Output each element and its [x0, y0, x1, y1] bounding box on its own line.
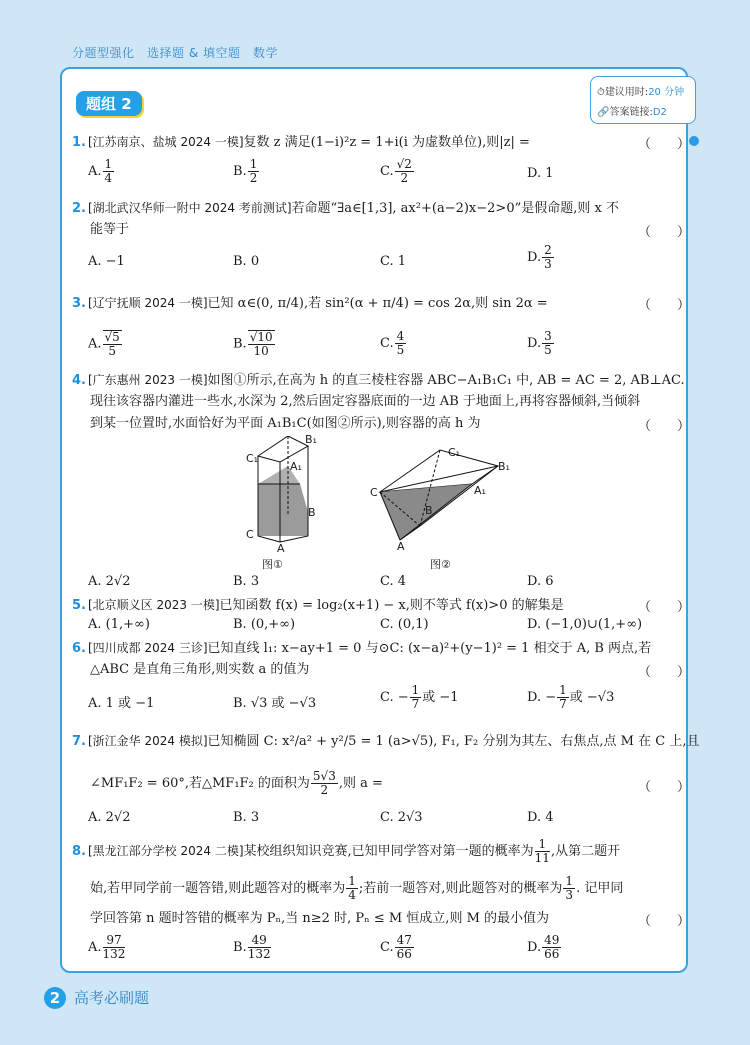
link-label: 答案链接: [609, 107, 653, 118]
option-b[interactable]: B. $\frac{49}{132}$ [233, 933, 271, 961]
question-7: 7. [浙江金华 2024 模拟]已知椭圆 C: x²/a² + y²/5 = 1 (a>√5), F₁, F₂ 分别为其左、右焦点,点 M 在 C 上,且 [72, 734, 700, 749]
prism-figures [240, 436, 530, 556]
option-a[interactable]: A. $\frac{1}{4}$ [88, 157, 113, 185]
label-a-fig2: A [397, 540, 405, 553]
label-a1-fig2: A₁ [474, 484, 486, 497]
question-7-line2: ∠MF₁F₂ = 60°,若△MF₁F₂ 的面积为 $\frac{5√3}{2}$ ,则 a = [90, 769, 383, 797]
option-c[interactable]: C. $\frac{4}{5}$ [380, 329, 405, 357]
option-d[interactable]: D. 6 [527, 574, 554, 589]
time-value: 20 分钟 [648, 87, 685, 98]
question-6: 6. [四川成都 2024 三诊]已知直线 l₁: x−ay+1 = 0 与⊙C: (x−a)²+(y−1)² = 1 相交于 A, B 两点,若 [72, 641, 652, 656]
answer-paren: （ ） [638, 665, 691, 680]
info-box [590, 76, 696, 124]
label-c-fig2: C [370, 486, 378, 499]
answer-paren: （ ） [638, 419, 691, 434]
option-d[interactable]: D. − $\frac{1}{7}$ 或 −√3 [527, 683, 615, 711]
option-c[interactable]: C. 4 [380, 574, 407, 589]
label-b: B [308, 506, 316, 519]
figure-2-caption: 图② [430, 558, 451, 571]
option-d[interactable]: D. $\frac{3}{5}$ [527, 329, 552, 357]
question-6-line2: △ABC 是直角三角形,则实数 a 的值为 [90, 662, 310, 677]
label-c: C [246, 528, 254, 541]
option-a[interactable]: A. $\frac{√5}{5}$ [88, 330, 120, 358]
label-a: A [277, 542, 285, 555]
option-a[interactable]: A. $\frac{97}{132}$ [88, 933, 126, 961]
option-b[interactable]: B. 3 [233, 810, 260, 825]
link-value: D2 [652, 107, 667, 118]
link-icon: 🔗 [597, 107, 610, 118]
answer-paren: （ ） [638, 914, 691, 929]
option-c[interactable]: C. $\frac{47}{66}$ [380, 933, 412, 961]
footer-title: 高考必刷题 [74, 989, 150, 1007]
tab-dot [689, 136, 699, 146]
option-b[interactable]: B. $\frac{1}{2}$ [233, 157, 258, 185]
question-1: 1. [江苏南京、盐城 2024 一模]复数 z 满足(1−i)²z = 1+i(i 为虚数单位),则|z| = [72, 135, 530, 150]
question-4: 4. [广东惠州 2023 一模]如图①所示,在高为 h 的直三棱柱容器 ABC−A₁B₁C₁ 中, AB = AC = 2, AB⊥AC. [72, 373, 685, 388]
option-b[interactable]: B. √3 或 −√3 [233, 696, 317, 711]
answer-paren: （ ） [638, 298, 691, 313]
clock-icon: ⏱ [597, 87, 605, 98]
option-d[interactable]: D. $\frac{2}{3}$ [527, 243, 552, 271]
time-label: 建议用时: [604, 87, 649, 98]
figure-1-caption: 图① [262, 558, 283, 571]
label-a1: A₁ [290, 460, 302, 473]
option-d[interactable]: D. 1 [527, 166, 554, 181]
option-b[interactable]: B. 0 [233, 254, 260, 269]
option-a[interactable]: A. (1,+∞) [88, 617, 150, 632]
option-c[interactable]: C. $\frac{√2}{2}$ [380, 157, 412, 185]
option-d[interactable]: D. (−1,0)∪(1,+∞) [527, 617, 643, 632]
option-b[interactable]: B. $\frac{√10}{10}$ [233, 330, 273, 358]
footer [44, 987, 149, 1009]
figure-1-prism [258, 436, 308, 542]
option-b[interactable]: B. 3 [233, 574, 260, 589]
option-c[interactable]: C. 1 [380, 254, 407, 269]
answer-paren: （ ） [638, 137, 691, 152]
question-8: 8. [黑龙江部分学校 2024 二模]某校组织知识竞赛,已知甲同学答对第一题的概率为 $\frac{1}{11}$ ,从第二题开 [72, 837, 621, 865]
answer-paren: （ ） [638, 600, 691, 615]
page-number: 2 [44, 987, 66, 1009]
answer-paren: （ ） [638, 225, 691, 240]
option-b[interactable]: B. (0,+∞) [233, 617, 296, 632]
question-8-line2: 始,若甲同学前一题答错,则此题答对的概率为 $\frac{1}{4}$ ;若前一题答对,则此题答对的概率为 $\frac{1}{3}$ . 记甲同 [90, 874, 624, 902]
question-4-line3: 到某一位置时,水面恰好为平面 A₁B₁C(如图②所示),则容器的高 h 为 [90, 416, 481, 431]
question-4-line2: 现往该容器内灌进一些水,水深为 2,然后固定容器底面的一边 AB 于地面上,再将容器倾斜,当倾斜 [90, 394, 641, 409]
question-8-line3: 学回答第 n 题时答错的概率为 Pₙ,当 n≥2 时, Pₙ ≤ M 恒成立,则 M 的最小值为 [90, 911, 550, 926]
running-header: 分题型强化 选择题 & 填空题 数学 [72, 46, 278, 60]
option-c[interactable]: C. 2√3 [380, 810, 423, 825]
question-5: 5. [北京顺义区 2023 一模]已知函数 f(x) = log₂(x+1) − x,则不等式 f(x)>0 的解集是 [72, 598, 564, 613]
option-c[interactable]: C. (0,1) [380, 617, 429, 632]
label-c1: C₁ [246, 452, 259, 465]
answer-paren: （ ） [638, 780, 691, 795]
group-tag: 题组 2 [76, 91, 142, 116]
label-c1-fig2: C₁ [448, 446, 461, 459]
question-3: 3. [辽宁抚顺 2024 一模]已知 α∈(0, π/4),若 sin²(α + π/4) = cos 2α,则 sin 2α = [72, 296, 548, 311]
option-a[interactable]: A. 2√2 [88, 574, 131, 589]
question-2-line2: 能等于 [90, 222, 130, 237]
label-b-fig2: B [425, 504, 433, 517]
label-b1-fig2: B₁ [498, 460, 510, 473]
option-a[interactable]: A. 2√2 [88, 810, 131, 825]
question-2: 2. [湖北武汉华师一附中 2024 考前测试]若命题“∃a∈[1,3], ax²+(a−2)x−2>0”是假命题,则 x 不 [72, 201, 619, 216]
option-a[interactable]: A. −1 [88, 254, 125, 269]
label-b1: B₁ [305, 433, 317, 446]
option-d[interactable]: D. $\frac{49}{66}$ [527, 933, 560, 961]
option-c[interactable]: C. − $\frac{1}{7}$ 或 −1 [380, 683, 459, 711]
option-a[interactable]: A. 1 或 −1 [88, 696, 155, 711]
option-d[interactable]: D. 4 [527, 810, 554, 825]
